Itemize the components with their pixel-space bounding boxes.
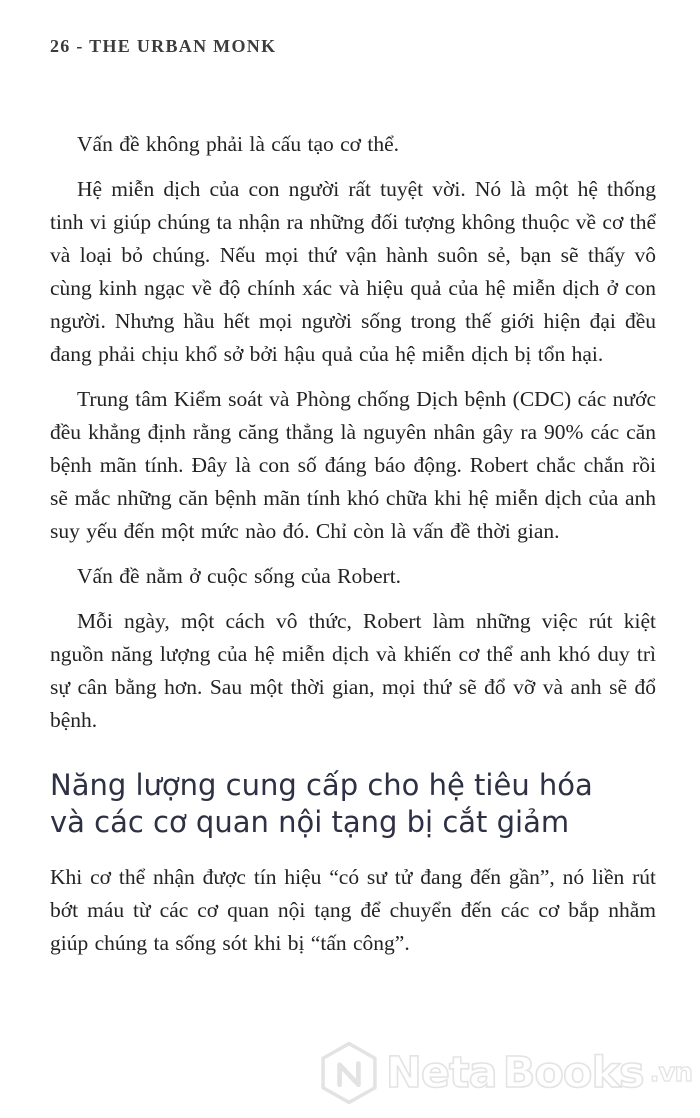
section-heading-line-2: và các cơ quan nội tạng bị cắt giảm <box>50 805 570 839</box>
watermark-brand-books: Books <box>502 1048 644 1098</box>
body-paragraph: Vấn đề nằm ở cuộc sống của Robert. <box>77 564 402 588</box>
netabooks-watermark <box>318 1040 692 1106</box>
section-heading-line-1: Năng lượng cung cấp cho hệ tiêu hóa <box>50 768 593 802</box>
body-paragraph: Mỗi ngày, một cách vô thức, Robert làm những việc rút kiệt nguồn năng lượng của hệ miễn dịch và khiến cơ thể anh khó duy trì sự cân bằng hơn. Sau một thời gian, mọi thứ sẽ đổ vỡ và anh sẽ đổ bệnh. <box>50 609 656 732</box>
closing-paragraph: Khi cơ thể nhận được tín hiệu “có sư tử đang đến gần”, nó liền rút bớt máu từ các cơ quan nội tạng để chuyển đến các cơ bắp nhằm giúp chúng ta sống sót khi bị “tấn công”. <box>50 865 656 955</box>
body-paragraph: Trung tâm Kiểm soát và Phòng chống Dịch bệnh (CDC) các nước đều khẳng định rằng căng thẳng là nguyên nhân gây ra 90% các căn bệnh mãn tính. Đây là con số đáng báo động. Robert chắc chắn rồi sẽ mắc những căn bệnh mãn tính khó chữa khi hệ miễn dịch của anh suy yếu đến một mức nào đó. Chỉ còn là vấn đề thời gian. <box>50 387 656 543</box>
body-paragraph: Hệ miễn dịch của con người rất tuyệt vời. Nó là một hệ thống tinh vi giúp chúng ta nhận ra những đối tượng không thuộc về cơ thể và loại bỏ chúng. Nếu mọi thứ vận hành suôn sẻ, bạn sẽ thấy vô cùng kinh ngạc về độ chính xác và hiệu quả của hệ miễn dịch ở con người. Nhưng hầu hết mọi người sống trong thế giới hiện đại đều đang phải chịu khổ sở bởi hậu quả của hệ miễn dịch bị tổn hại. <box>50 177 656 366</box>
hexagon-n-logo-icon <box>318 1040 380 1106</box>
section-heading <box>50 767 656 841</box>
running-header: 26 - THE URBAN MONK <box>50 36 277 56</box>
page-body <box>50 128 656 972</box>
intro-paragraphs <box>50 128 656 737</box>
body-paragraph: Vấn đề không phải là cấu tạo cơ thể. <box>77 132 400 156</box>
watermark-brand-neta: Neta <box>385 1048 497 1098</box>
watermark-tld: .vn <box>649 1058 692 1088</box>
